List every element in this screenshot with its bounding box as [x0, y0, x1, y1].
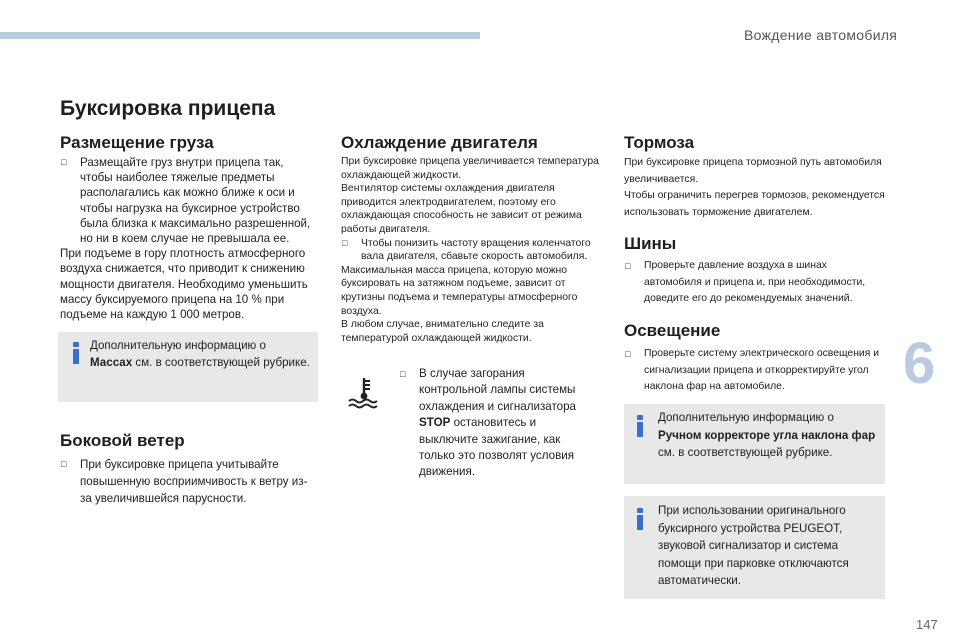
- cooling-section: [341, 155, 606, 345]
- lighting-section: [624, 346, 886, 396]
- page-number: 147: [916, 617, 938, 632]
- headlamp-info-box: [624, 404, 885, 484]
- tyres-section: [624, 258, 886, 308]
- wind-section: [60, 456, 315, 507]
- load-paragraph: При подъеме в гору плотность атмосферного воздуха снижается, что приводит к снижению мощности двигателя. Необходимо уменьшить массу буксируемого прицепа на 10 % при подъеме на каждую 1 000 метров.: [60, 247, 308, 322]
- tyres-heading: Шины: [624, 234, 677, 253]
- peugeot-info-box: [624, 496, 885, 599]
- brakes-p1: При буксировке прицепа тормозной путь автомобиля увеличивается.: [624, 157, 882, 185]
- wind-bullet: □ При буксировке прицепа учитывайте повышенную восприимчивость к ветру из-за увеличившейся парусности.: [60, 456, 315, 507]
- headlamp-adjuster-link[interactable]: Ручном корректоре угла наклона фар: [658, 428, 876, 442]
- info-icon: [637, 508, 643, 530]
- info-icon: [73, 342, 79, 364]
- brakes-heading: Тормоза: [624, 133, 695, 152]
- mass-link[interactable]: Массах: [90, 355, 133, 369]
- load-section: [60, 155, 318, 322]
- tyres-bullet: □ Проверьте давление воздуха в шинах автомобиля и прицепа и, при необходимости, доведите его до рекомендуемых значений.: [624, 258, 886, 308]
- top-accent-bar: [0, 32, 480, 39]
- load-bullet: □ Размещайте груз внутри прицепа так, чтобы наиболее тяжелые предметы располагались как можно ближе к оси и чтобы нагрузка на буксирное устройство была близка к максимально разрешенной, но ни в коем случае не превышала ее.: [60, 155, 318, 246]
- lighting-heading: Освещение: [624, 321, 721, 340]
- wind-heading: Боковой ветер: [60, 431, 185, 450]
- info-icon: [637, 415, 643, 437]
- chapter-number: 6: [903, 331, 936, 396]
- coolant-warning-section: [399, 366, 594, 481]
- section-header: Вождение автомобиля: [744, 27, 898, 43]
- cooling-p1: При буксировке прицепа увеличивается температура охлаждающей жидкости.: [341, 156, 599, 181]
- coolant-temperature-warning-icon: [346, 374, 382, 410]
- mass-info-text: Дополнительную информацию о Массах см. в соответствующей рубрике.: [90, 339, 310, 369]
- mass-info-box: [58, 332, 318, 402]
- lighting-bullet: □ Проверьте систему электрического освещения и сигнализации прицепа и откорректируйте угол наклона фар на автомобиле.: [624, 346, 886, 396]
- cooling-p2: Вентилятор системы охлаждения двигателя приводится электродвигателем, поэтому его охлаждающая способность не зависит от режима работы двигателя.: [341, 183, 582, 235]
- cooling-p3: Максимальная масса прицепа, которую можно буксировать на затяжном подъеме, зависит от крутизны подъема и температуры атмосферного воздуха.: [341, 264, 578, 317]
- cooling-heading: Охлаждение двигателя: [341, 133, 538, 152]
- brakes-section: [624, 155, 886, 221]
- cooling-p4: В любом случае, внимательно следите за температурой охлаждающей жидкости.: [341, 319, 544, 344]
- load-heading: Размещение груза: [60, 133, 214, 152]
- page-title: Буксировка прицепа: [60, 97, 276, 120]
- peugeot-info-text: При использовании оригинального буксирного устройства PEUGEOT, звуковой сигнализатор и система помощи при парковке отключаются автоматически.: [658, 504, 849, 588]
- brakes-p2: Чтобы ограничить перегрев тормозов, рекомендуется использовать торможение двигателем.: [624, 190, 885, 218]
- cooling-bullet: □ Чтобы понизить частоту вращения коленчатого вала двигателя, сбавьте скорость автомобиля.: [341, 237, 606, 264]
- headlamp-info-text: Дополнительную информацию о Ручном корректоре угла наклона фар см. в соответствующей рубрике.: [658, 411, 876, 459]
- coolant-warning-bullet: □ В случае загорания контрольной лампы системы охлаждения и сигнализатора STOP остановитесь и выключите зажигание, как только это позволят условия движения.: [399, 366, 594, 481]
